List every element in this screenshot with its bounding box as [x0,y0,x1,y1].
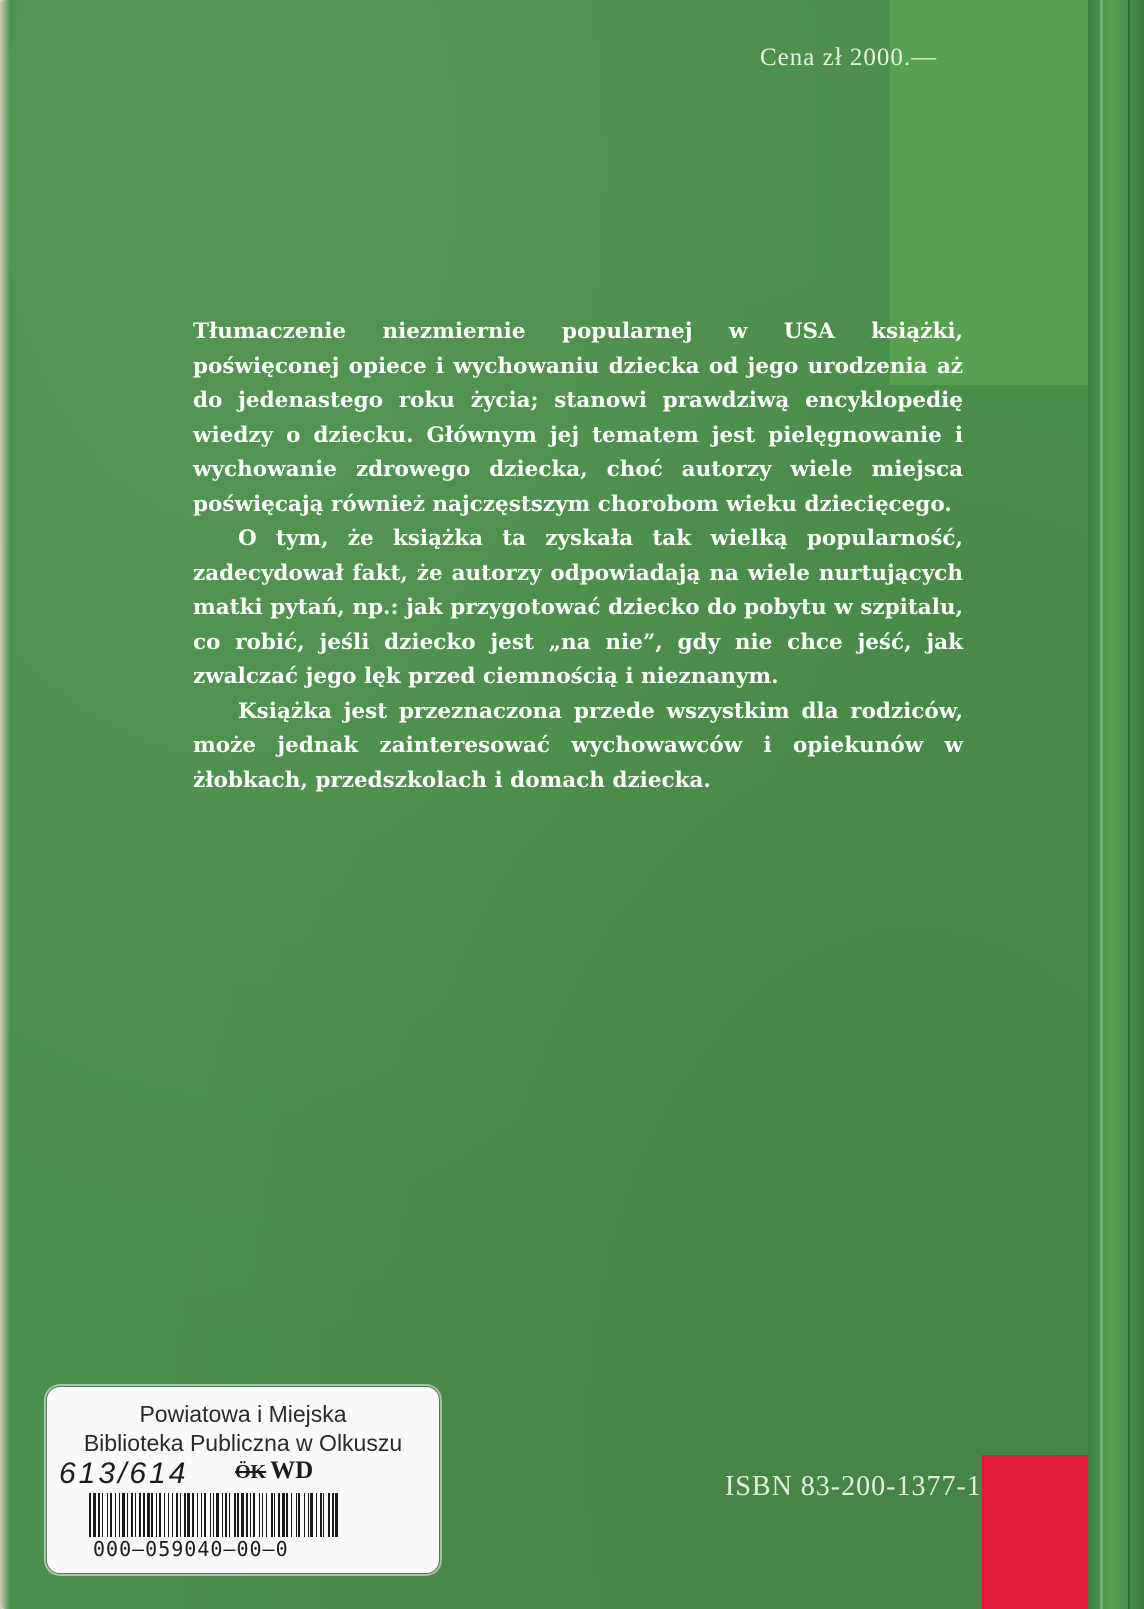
collection-code [235,1457,313,1485]
barcode-bar [216,1493,219,1537]
barcode-bar [102,1493,103,1537]
barcode-bar [192,1493,194,1537]
barcode-bar [323,1493,324,1537]
price-text: Cena zł 2000.— [760,44,938,71]
barcode-bar [210,1493,211,1537]
library-name-line-2: Biblioteka Publiczna w Olkuszu [83,1430,403,1456]
barcode-bar [259,1493,260,1537]
barcode-bar [151,1493,153,1537]
barcode-bar [98,1493,100,1537]
blurb-text [193,315,963,798]
barcode-bar [253,1493,255,1537]
barcode-bar [93,1493,96,1537]
barcode-bar [271,1493,273,1537]
barcode-bar [156,1493,157,1537]
barcode-bar [310,1493,313,1537]
barcode-bar [222,1493,223,1537]
barcode-bar [184,1493,186,1537]
barcode-bar [298,1493,300,1537]
barcode-bar [266,1493,267,1537]
barcode-bar [246,1493,248,1537]
barcode-bar [237,1493,239,1537]
blurb-paragraph-3: Książka jest przeznaczona przede wszystkim dla rodziców, może jednak zainteresować wychowawców i opiekunów w żłobkach, przedszkolach i domach dziecka. [193,698,963,793]
barcode-bar [119,1493,120,1537]
barcode-bar [110,1493,112,1537]
barcode-bar [127,1493,128,1537]
barcode-bar [115,1493,116,1537]
barcode-bar [168,1493,169,1537]
barcode-bar [274,1493,275,1537]
barcode-bar [176,1493,178,1537]
isbn-text: ISBN 83-200-1377-1 [725,1471,982,1502]
barcode-bar [296,1493,297,1537]
barcode-bar [291,1493,292,1537]
barcode-bar [320,1493,322,1537]
spine-crease [1100,0,1103,1609]
barcode-bar [187,1493,190,1537]
barcode-bar [201,1493,202,1537]
barcode-bar [278,1493,280,1537]
barcode-bar [197,1493,198,1537]
book-spine [1088,0,1144,1609]
barcode-bar [159,1493,161,1537]
library-label [46,1386,440,1574]
barcode-bar [250,1493,251,1537]
barcode-bar [143,1493,145,1537]
barcode-bar [225,1493,227,1537]
spine-crease-shadow [1128,0,1130,1609]
barcode-bar [89,1493,91,1537]
barcode-bar [241,1493,244,1537]
barcode-bar [262,1493,263,1537]
worn-cover-edge [0,0,10,1609]
blurb-paragraph-2: O tym, że książka ta zyskała tak wielką popularność, zadecydował fakt, że autorzy odpowiadają na wiele nurtujących matki pytań, np.: jak przygotować dziecko do pobytu w szpitalu, co robić, jeśli dziecko jest „na nie”, gdy nie chce jeść, jak zwalczać jego lęk przed ciemnością i nieznanym. [193,526,963,689]
barcode-bar [213,1493,214,1537]
barcode-bar [328,1493,330,1537]
barcode-bar [282,1493,285,1537]
barcode-bar [335,1493,338,1537]
barcode-bar [131,1493,133,1537]
barcode-bar [308,1493,309,1537]
barcode-bar [147,1493,150,1537]
barcode-bar [229,1493,230,1537]
barcode-bar [332,1493,334,1537]
barcode-bar [172,1493,173,1537]
barcode-bar [107,1493,108,1537]
struck-code: ÖK [235,1461,267,1483]
barcode-number: 000–059040–00–0 [93,1537,289,1561]
collection-code-text: WD [270,1457,314,1484]
barcode-bar [316,1493,317,1537]
barcode-bar [164,1493,165,1537]
barcode-bar [122,1493,125,1537]
blurb-paragraph-1: Tłumaczenie niezmiernie popularnej w USA książki, poświęconej opiece i wychowaniu dziecka od jego urodzenia aż do jedenastego roku życia; stanowi prawdziwą encyklopedię wiedzy o dziecku. Głównym jej tematem jest pielęgnowanie i wychowanie zdrowego dziecka, choć autorzy wiele miejsca poświęcają również najczęstszym chorobom wieku dziecięcego. [193,319,963,517]
barcode-bar [234,1493,236,1537]
barcode-bar [139,1493,141,1537]
barcode-bar [135,1493,136,1537]
red-library-tag [982,1455,1088,1609]
barcode-bar [304,1493,305,1537]
barcode-bar [286,1493,288,1537]
library-name-line-1: Powiatowa i Miejska [139,1401,347,1427]
barcode [89,1493,339,1537]
handwritten-shelf-number: 613/614 [59,1457,189,1490]
barcode-bar [180,1493,181,1537]
barcode-bar [204,1493,206,1537]
